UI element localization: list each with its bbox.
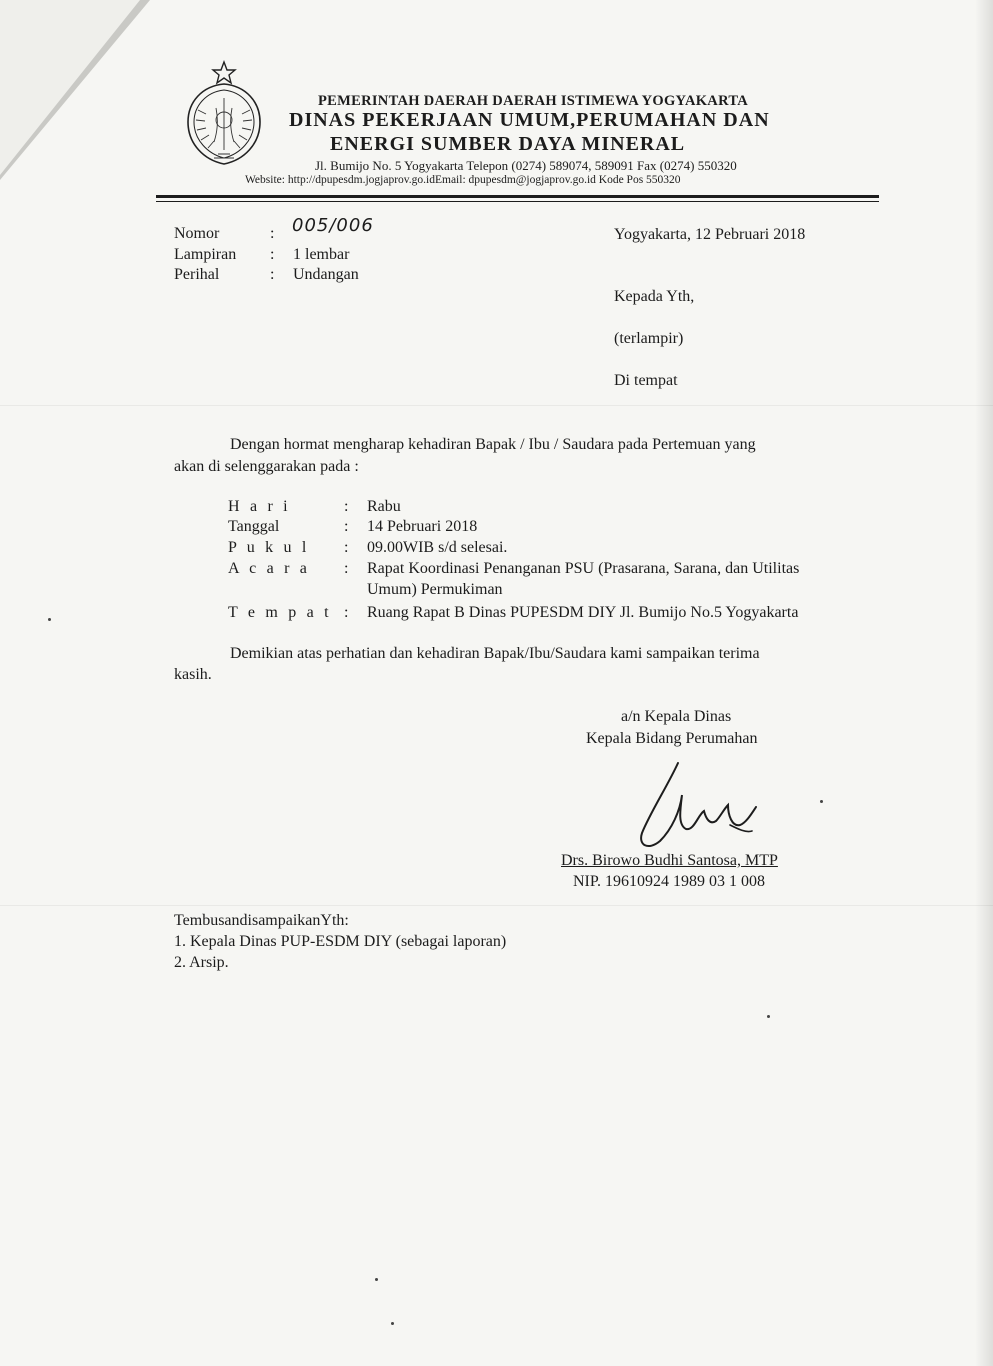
- closing-line2: kasih.: [174, 666, 212, 683]
- handwritten-signature-icon: [620, 755, 775, 855]
- hari-label: H a r i: [228, 498, 291, 515]
- perihal-label: Perihal: [174, 266, 220, 283]
- signatory-nip: NIP. 19610924 1989 03 1 008: [573, 873, 766, 890]
- scan-speck: [391, 1322, 394, 1325]
- tempat-label: T e m p a t: [228, 604, 332, 621]
- letterhead-agency-line1: DINAS PEKERJAAN UMUM,PERUMAHAN DAN: [289, 109, 770, 131]
- lampiran-label: Lampiran: [174, 246, 237, 263]
- closing-line1: Demikian atas perhatian dan kehadiran Bapak/Ibu/Saudara kami sampaikan terima: [230, 645, 760, 662]
- pukul-label: P u k u l: [228, 539, 310, 556]
- tembusan-title: TembusandisampaikanYth:: [174, 912, 349, 929]
- recipient-name: (terlampir): [614, 330, 684, 347]
- tempat-value: Ruang Rapat B Dinas PUPESDM DIY Jl. Bumijo No.5 Yogyakarta: [367, 604, 799, 621]
- tanggal-colon: :: [344, 518, 349, 535]
- pukul-colon: :: [344, 539, 349, 556]
- lampiran-value: 1 lembar: [293, 246, 350, 263]
- lampiran-colon: :: [270, 246, 275, 263]
- nomor-colon: :: [270, 225, 275, 242]
- scan-speck: [820, 800, 823, 803]
- paper-crease: [0, 405, 993, 406]
- pukul-value: 09.00WIB s/d selesai.: [367, 539, 508, 556]
- letterhead-website: Website: http://dpupesdm.jogjaprov.go.idEmail: dpupesdm@jogjaprov.go.id Kode Pos 550320: [245, 174, 681, 186]
- scan-speck: [375, 1278, 378, 1281]
- letterhead-address: Jl. Bumijo No. 5 Yogyakarta Telepon (0274) 589074, 589091 Fax (0274) 550320: [315, 158, 737, 173]
- nomor-value: 005/006: [292, 215, 374, 236]
- scan-edge-shadow: [975, 0, 993, 1366]
- hari-value: Rabu: [367, 498, 401, 515]
- signature-on-behalf: a/n Kepala Dinas: [621, 708, 732, 725]
- tanggal-label: Tanggal: [228, 518, 280, 535]
- scan-speck: [48, 618, 51, 621]
- opening-line2: akan di selenggarakan pada :: [174, 458, 359, 475]
- nomor-label: Nomor: [174, 225, 220, 242]
- hari-colon: :: [344, 498, 349, 515]
- opening-line1: Dengan hormat mengharap kehadiran Bapak / Ibu / Saudara pada Pertemuan yang: [230, 436, 756, 453]
- tanggal-value: 14 Pebruari 2018: [367, 518, 478, 535]
- letterhead-government: PEMERINTAH DAERAH DAERAH ISTIMEWA YOGYAKARTA: [318, 93, 749, 109]
- tempat-colon: :: [344, 604, 349, 621]
- scan-speck: [767, 1015, 770, 1018]
- government-seal-icon: [178, 58, 270, 170]
- letterhead-rule-thin: [156, 201, 879, 202]
- acara-colon: :: [344, 560, 349, 577]
- recipient-place: Di tempat: [614, 372, 678, 389]
- acara-value-line1: Rapat Koordinasi Penanganan PSU (Prasarana, Sarana, dan Utilitas: [367, 560, 800, 577]
- signature-position: Kepala Bidang Perumahan: [586, 730, 758, 747]
- perihal-colon: :: [270, 266, 275, 283]
- date-line: Yogyakarta, 12 Pebruari 2018: [614, 226, 806, 243]
- acara-value-line2: Umum) Permukiman: [367, 581, 503, 598]
- signatory-name: Drs. Birowo Budhi Santosa, MTP: [561, 852, 778, 869]
- paper-crease: [0, 905, 993, 906]
- letterhead-rule-thick: [156, 195, 879, 198]
- letterhead-agency-line2: ENERGI SUMBER DAYA MINERAL: [330, 133, 686, 155]
- perihal-value: Undangan: [293, 266, 359, 283]
- folded-corner: [0, 0, 140, 175]
- tembusan-item-1: 1. Kepala Dinas PUP-ESDM DIY (sebagai laporan): [174, 933, 507, 950]
- tembusan-item-2: 2. Arsip.: [174, 954, 229, 971]
- recipient-greeting: Kepada Yth,: [614, 288, 695, 305]
- acara-label: A c a r a: [228, 560, 311, 577]
